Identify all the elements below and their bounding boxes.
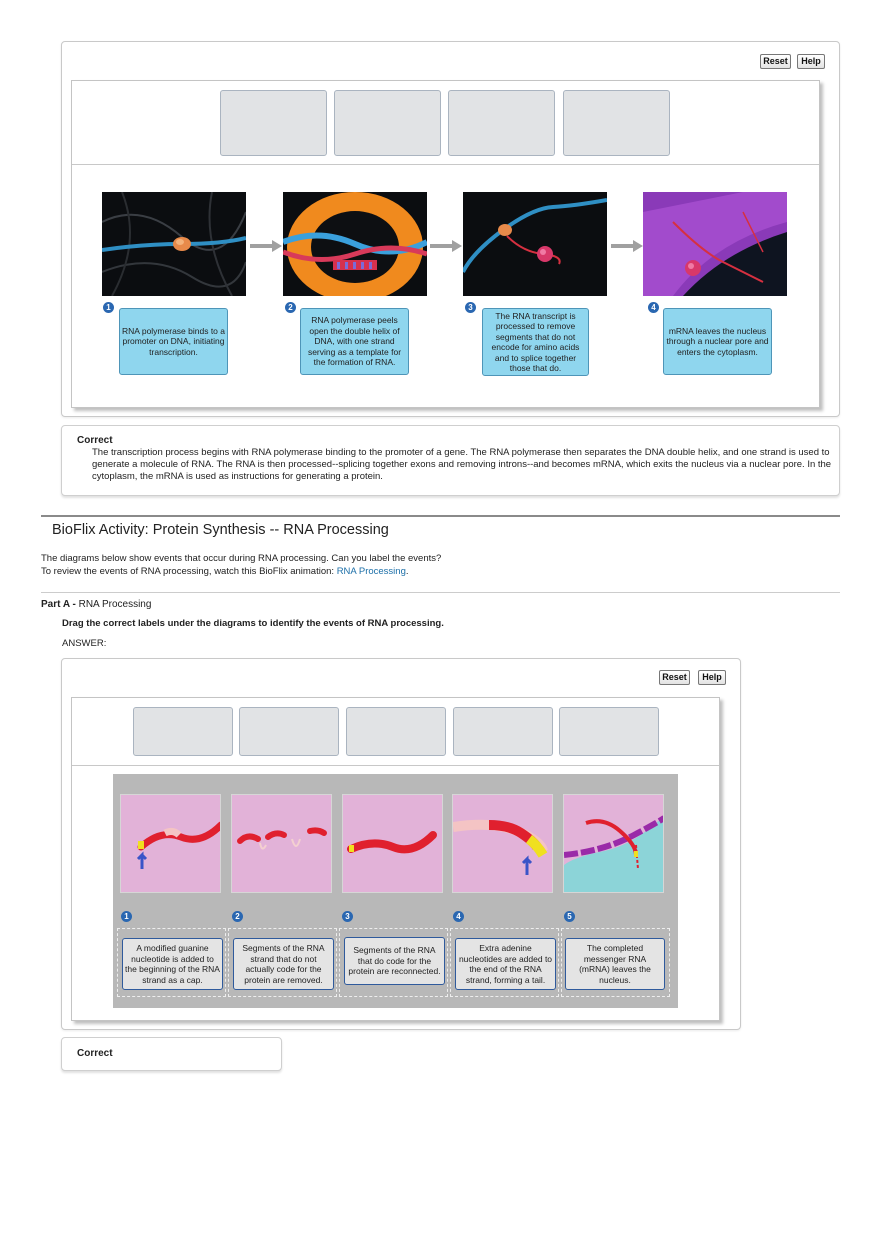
intro-text-line2 (41, 566, 409, 579)
diagram-mrna-leaves-nucleus (563, 794, 664, 893)
diagram-mrna-export (643, 192, 787, 296)
label-slot-4[interactable] (453, 707, 553, 756)
step-number-badge: 3 (342, 911, 353, 922)
label-slot-3[interactable] (346, 707, 446, 756)
step-number-badge: 2 (285, 302, 296, 313)
intro-text-prefix: To review the events of RNA processing, watch this BioFlix animation: (41, 566, 337, 577)
activity-panel-transcription (61, 41, 840, 417)
part-rule (41, 592, 840, 593)
divider (72, 164, 819, 165)
page-title: BioFlix Activity: Protein Synthesis -- RNA Processing (52, 522, 389, 538)
intro-text-suffix: . (405, 566, 409, 577)
step-number-badge: 1 (103, 302, 114, 313)
step-number-badge: 1 (121, 911, 132, 922)
arrow-icon (430, 240, 462, 252)
label-slot-3[interactable] (448, 90, 555, 156)
label-slot-2[interactable] (239, 707, 339, 756)
event-label[interactable]: mRNA leaves the nucleus through a nuclear pore and enters the cytoplasm. (663, 308, 772, 375)
arrow-icon (250, 240, 282, 252)
step-number-badge: 3 (465, 302, 476, 313)
step-number-badge: 5 (564, 911, 575, 922)
label-slot-4[interactable] (563, 90, 670, 156)
event-label[interactable]: The RNA transcript is processed to remove segments that do not encode for amino acids and to splice together those that do. (482, 308, 589, 376)
part-a-instruction: Drag the correct labels under the diagrams to identify the events of RNA processing. (62, 618, 444, 629)
divider (72, 765, 719, 766)
label-slot-5[interactable] (559, 707, 659, 756)
step-number-badge: 2 (232, 911, 243, 922)
feedback-title: Correct (77, 435, 113, 446)
event-label[interactable]: A modified guanine nucleotide is added to the beginning of the RNA strand as a cap. (122, 938, 223, 990)
feedback-box-transcription (61, 425, 840, 496)
diagram-5-prime-cap (120, 794, 221, 893)
diagram-background (113, 774, 678, 1008)
diagram-intron-removal (231, 794, 332, 893)
part-a-label: Part A - (41, 599, 79, 610)
step-number-badge: 4 (453, 911, 464, 922)
activity-panel-rna-processing (61, 658, 741, 1030)
feedback-box-rna-processing (61, 1037, 282, 1071)
event-label[interactable]: Segments of the RNA that do code for the protein are reconnected. (344, 937, 445, 985)
feedback-text: The transcription process begins with RNA polymerase binding to the promoter of a gene. The RNA polymerase then separates the DNA double helix, and one strand is used to generate a molecule of RNA. The RNA is then processed--splicing together exons and removing introns--and becomes mRNA, which exits the nucleus via a nuclear pore. In the cytoplasm, the mRNA is used as instructions for generating a protein. (92, 447, 832, 482)
reset-button[interactable]: Reset (760, 54, 791, 69)
diagram-rna-processing (463, 192, 607, 296)
label-slot-1[interactable] (220, 90, 327, 156)
diagram-rna-polymerase-binding (102, 192, 246, 296)
feedback-title: Correct (77, 1048, 113, 1059)
event-label[interactable]: RNA polymerase peels open the double helix of DNA, with one strand serving as a template for the formation of RNA. (300, 308, 409, 375)
section-rule (41, 515, 840, 517)
help-button[interactable]: Help (797, 54, 825, 69)
intro-text-line1: The diagrams below show events that occur during RNA processing. Can you label the events? (41, 553, 442, 564)
event-label[interactable]: Extra adenine nucleotides are added to the end of the RNA strand, forming a tail. (455, 938, 556, 990)
arrow-icon (611, 240, 643, 252)
event-label[interactable]: RNA polymerase binds to a promoter on DNA, initiating transcription. (119, 308, 228, 375)
rna-processing-link[interactable]: RNA Processing (336, 566, 406, 577)
label-slot-1[interactable] (133, 707, 233, 756)
reset-button[interactable]: Reset (659, 670, 690, 685)
part-a-name: RNA Processing (78, 599, 152, 610)
label-slot-2[interactable] (334, 90, 441, 156)
drag-drop-area (71, 80, 820, 408)
help-button[interactable]: Help (698, 670, 726, 685)
step-number-badge: 4 (648, 302, 659, 313)
event-label[interactable]: The completed messenger RNA (mRNA) leaves the nucleus. (565, 938, 665, 990)
diagram-poly-a-tail (452, 794, 553, 893)
answer-label: ANSWER: (62, 638, 107, 649)
diagram-dna-unwinding (283, 192, 427, 296)
part-a-heading (41, 599, 151, 612)
drag-drop-area (71, 697, 720, 1021)
event-label[interactable]: Segments of the RNA strand that do not actually code for the protein are removed. (233, 938, 334, 990)
diagram-exon-splicing (342, 794, 443, 893)
